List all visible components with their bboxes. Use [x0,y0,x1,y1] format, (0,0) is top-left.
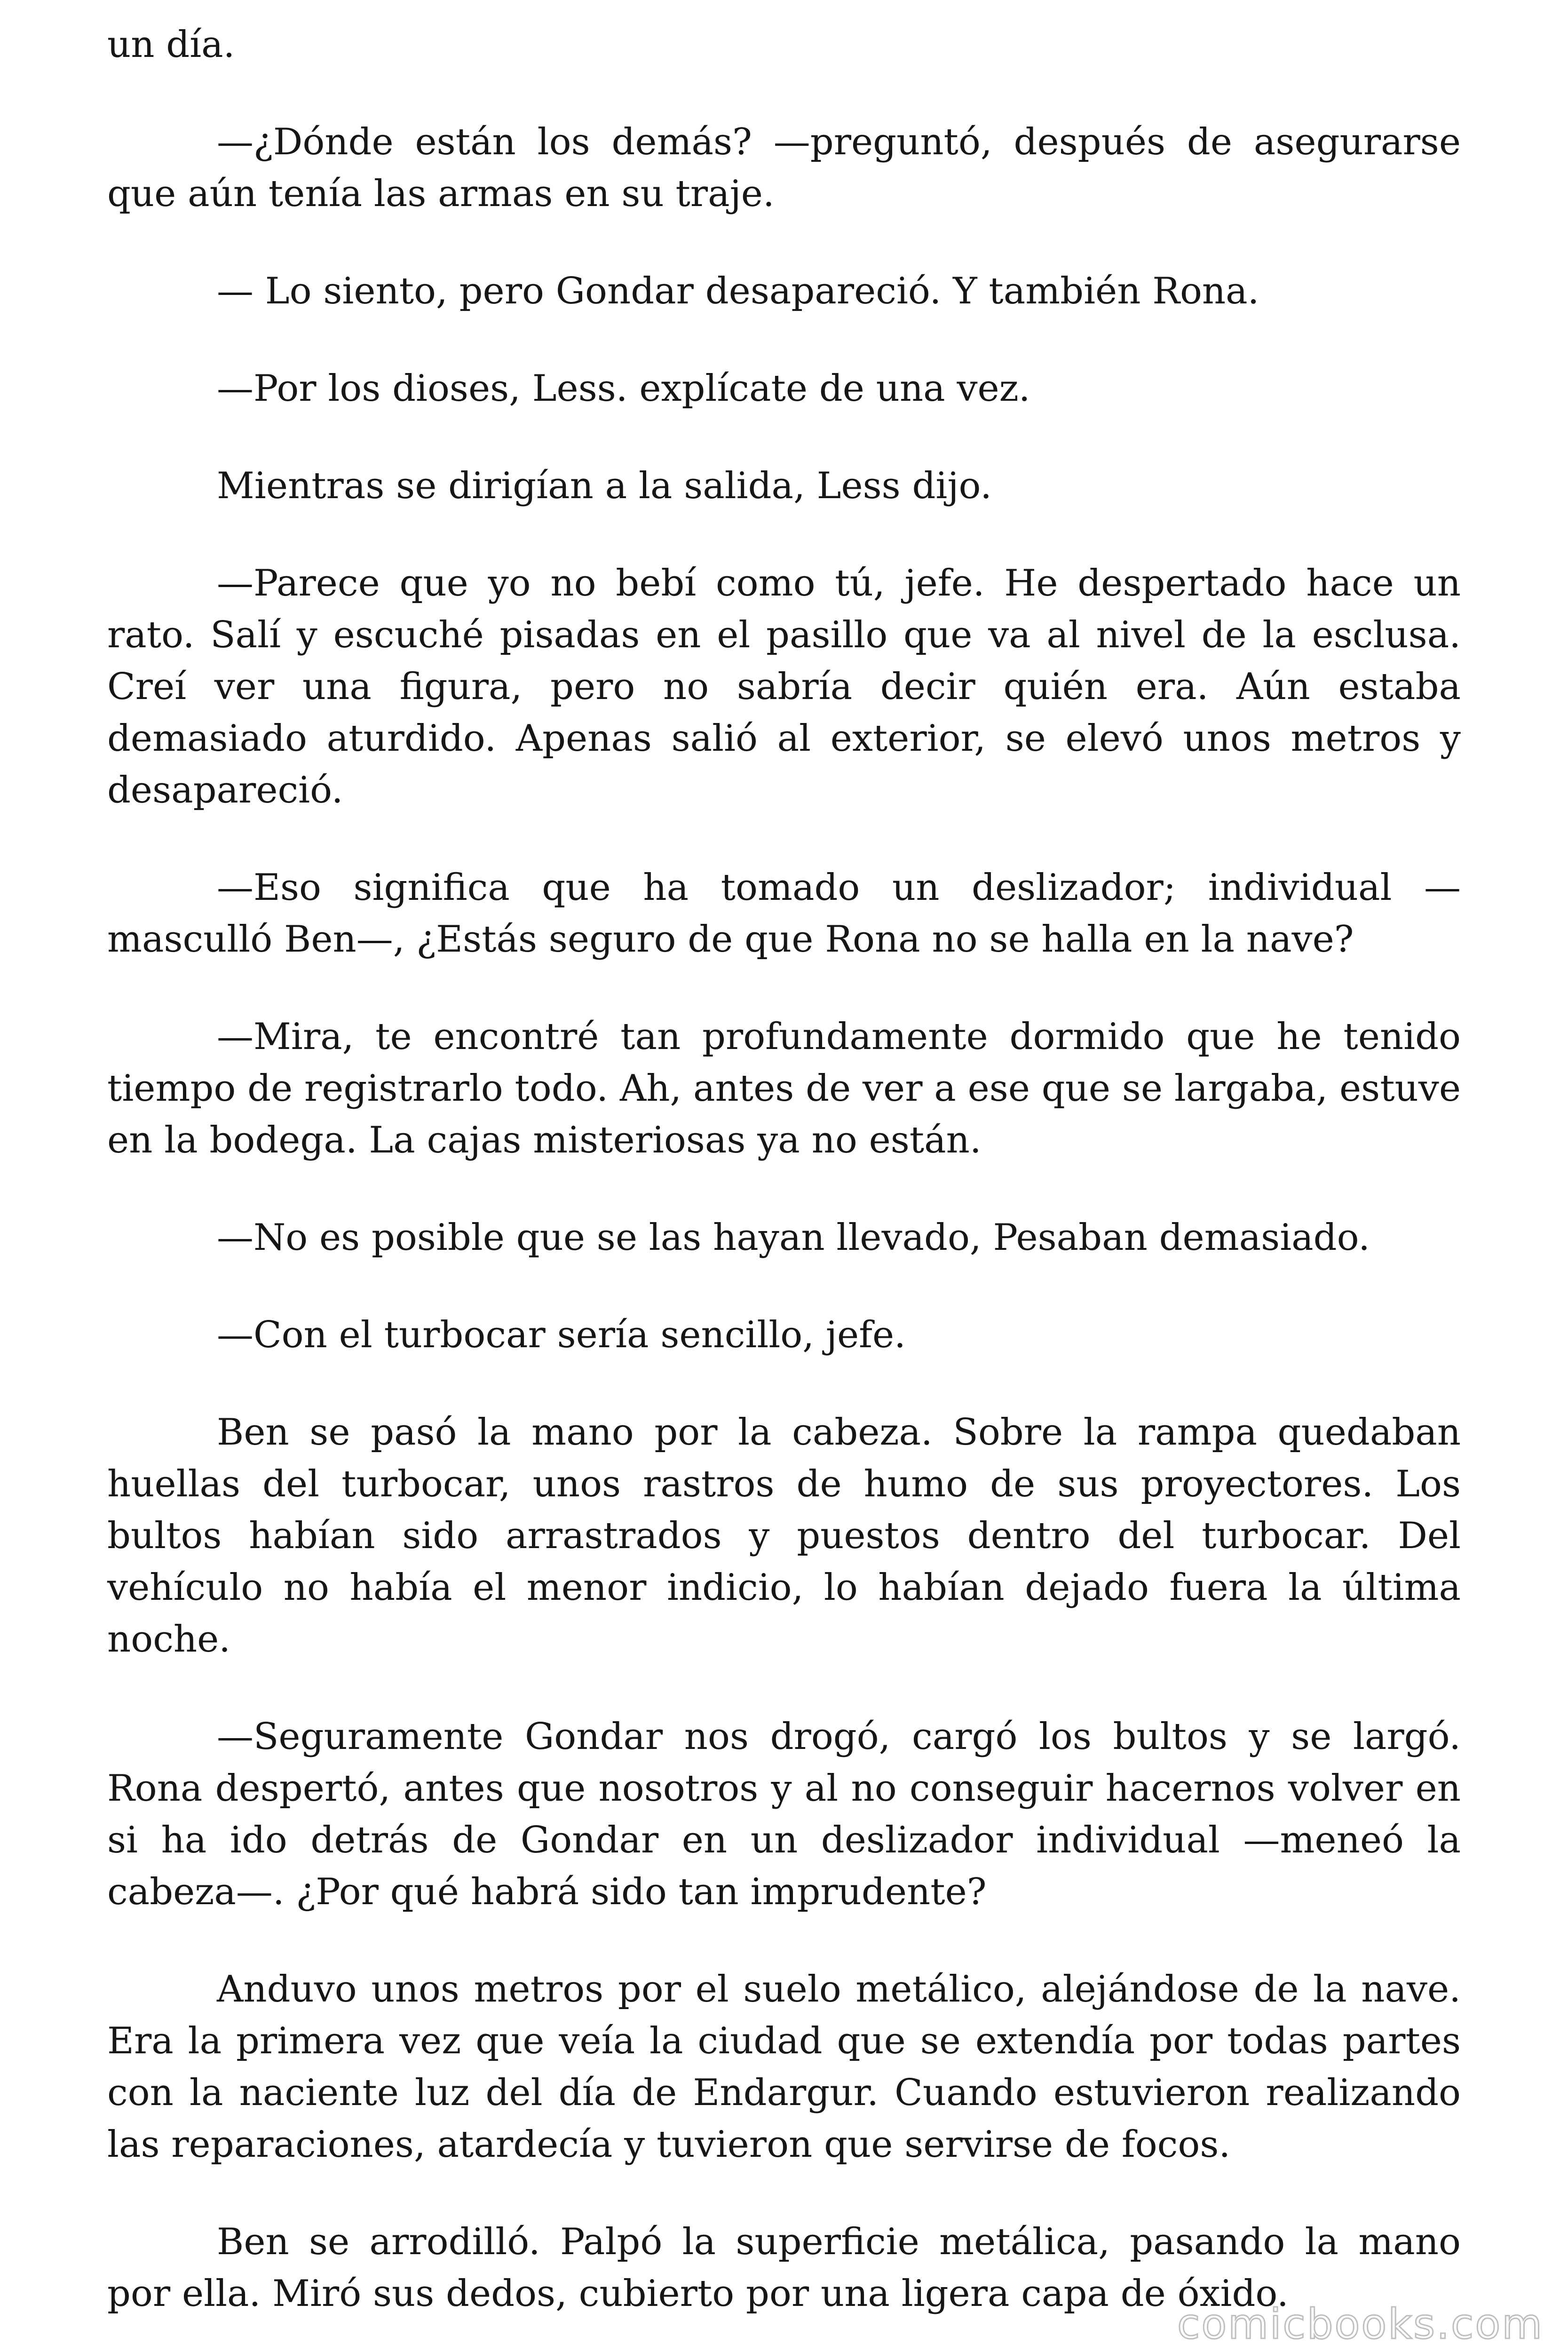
paragraph-12: —Seguramente Gondar nos drogó, cargó los bultos y se largó. Rona despertó, antes que nosotros y al no conseguir hacernos volver en si ha ido detrás de Gondar en un deslizador individual —meneó la cabeza—. ¿Por qué habrá sido tan imprudente? [107,1716,1461,1913]
book-page-text [107,19,1461,2320]
paragraph-4: —Por los dioses, Less. explícate de una vez. [217,367,1030,410]
paragraph-8: —Mira, te encontré tan profundamente dormido que he tenido tiempo de registrarlo todo. Ah, antes de ver a ese que se largaba, estuve en la bodega. La cajas misteriosas ya no están. [107,1016,1461,1161]
paragraph-10: —Con el turbocar sería sencillo, jefe. [217,1314,906,1356]
paragraph-9: —No es posible que se las hayan llevado, Pesaban demasiado. [217,1216,1370,1259]
paragraph-7: —Eso significa que ha tomado un deslizador; individual — masculló Ben—, ¿Estás seguro de que Rona no se halla en la nave? [107,866,1461,961]
paragraph-13: Anduvo unos metros por el suelo metálico, alejándose de la nave. Era la primera vez que veía la ciudad que se extendía por todas partes con la naciente luz del día de Endargur. Cuando estuvieron realizando las reparaciones, atardecía y tuvieron que servirse de focos. [107,1968,1461,2166]
paragraph-5: Mientras se dirigían a la salida, Less dijo. [217,465,992,507]
paragraph-3: — Lo siento, pero Gondar desapareció. Y también Rona. [217,270,1259,312]
paragraph-1: un día. [107,24,235,66]
paragraph-2: —¿Dónde están los demás? —preguntó, después de asegurarse que aún tenía las armas en su traje. [107,121,1461,215]
watermark: comicbooks.com [1177,2300,1544,2348]
paragraph-14: Ben se arrodilló. Palpó la superficie metálica, pasando la mano por ella. Miró sus dedos, cubierto por una ligera capa de óxido. [107,2221,1461,2315]
paragraph-11: Ben se pasó la mano por la cabeza. Sobre la rampa quedaban huellas del turbocar, unos rastros de humo de sus proyectores. Los bultos habían sido arrastrados y puestos dentro del turbocar. Del vehículo no había el menor indicio, lo habían dejado fuera la última noche. [107,1411,1461,1661]
paragraph-6: —Parece que yo no bebí como tú, jefe. He despertado hace un rato. Salí y escuché pisadas en el pasillo que va al nivel de la esclusa. Creí ver una figura, pero no sabría decir quién era. Aún estaba demasiado aturdido. Apenas salió al exterior, se elevó unos metros y desapareció. [107,562,1461,811]
